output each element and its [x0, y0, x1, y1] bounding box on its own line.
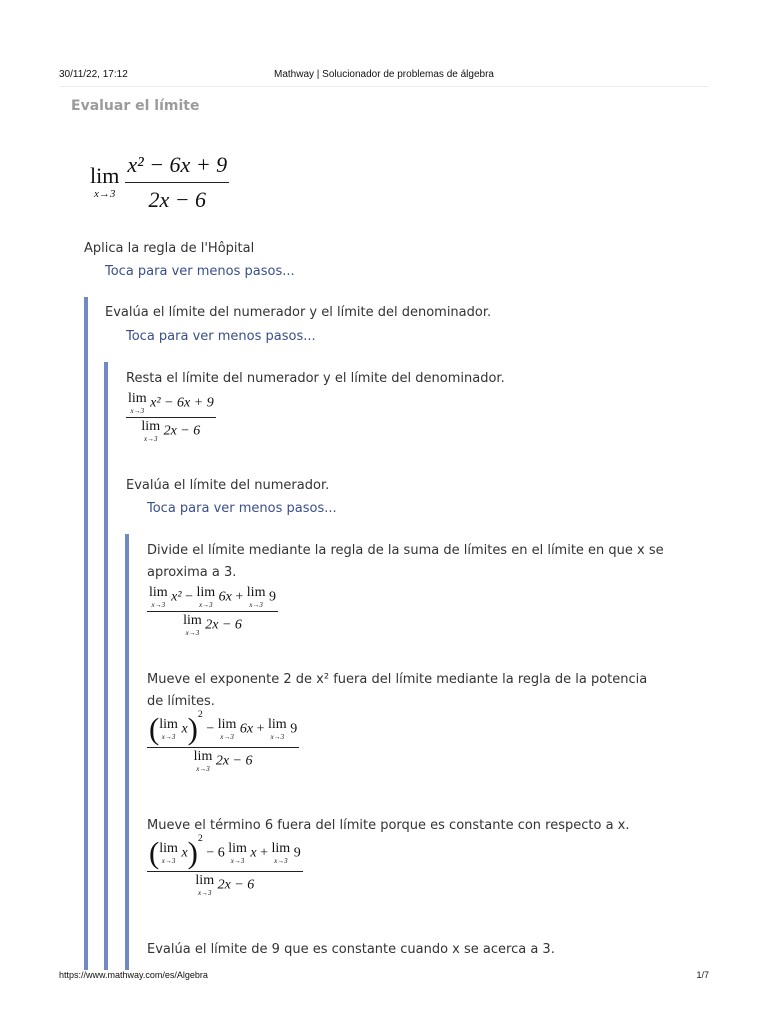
print-header	[0, 69, 768, 81]
lim-subscript: x→3	[93, 188, 116, 200]
toggle-steps-link[interactable]: Toca para ver menos pasos...	[126, 329, 316, 344]
step-group-bar	[125, 534, 129, 970]
math-expression	[147, 832, 303, 897]
problem-denominator: 2x − 6	[148, 187, 207, 212]
step-sum-rule: Divide el límite mediante la regla de la suma de límites en el límite en que x se aproxima a 3.	[147, 543, 664, 580]
step-eval-num-den: Evalúa el límite del numerador y el límite del denominador.	[105, 305, 492, 320]
math-expression	[147, 586, 278, 637]
lim-word: lim	[90, 163, 120, 188]
math-fraction: ( lim x→3 x)$^2$ − 6 lim x→3 x + lim x→3 9 lim x→3 2x − 6	[149, 832, 301, 897]
divider	[59, 86, 709, 87]
step-eval-numerator: Evalúa el límite del numerador.	[126, 478, 330, 493]
math-expression	[147, 708, 299, 773]
step-group-bar	[104, 362, 108, 970]
limit-operator	[90, 165, 119, 200]
step-take-limit: Resta el límite del numerador y el límite del denominador.	[126, 371, 505, 386]
math-fraction: lim x→3 x² − lim x→3 6x + lim x→3 9 lim x→3 2x − 6	[149, 585, 276, 637]
problem-title: Evaluar el límite	[71, 98, 200, 114]
toggle-steps-link[interactable]: Toca para ver menos pasos...	[147, 501, 337, 516]
print-page-title: Mathway | Solucionador de problemas de álgebra	[274, 69, 494, 80]
math-fraction: lim x→3 x² − 6x + 9 lim x→3 2x − 6	[128, 391, 214, 443]
step-hopital: Aplica la regla de l'Hôpital	[84, 241, 255, 256]
print-url: https://www.mathway.com/es/Algebra	[59, 970, 208, 980]
step-power-rule: Mueve el exponente 2 de x² fuera del límite mediante la regla de la potencia de límites.	[147, 672, 648, 709]
step-const-rule: Mueve el término 6 fuera del límite porque es constante con respecto a x.	[147, 818, 630, 833]
problem-expression	[90, 152, 229, 213]
problem-fraction	[125, 152, 229, 213]
math-expression	[126, 392, 216, 443]
page-count: 1/7	[696, 970, 709, 980]
step-const-limit: Evalúa el límite de 9 que es constante cuando x se acerca a 3.	[147, 942, 555, 957]
toggle-steps-link[interactable]: Toca para ver menos pasos...	[105, 264, 295, 279]
step-group-bar	[84, 297, 88, 970]
problem-numerator: x² − 6x + 9	[127, 152, 228, 177]
math-fraction: ( lim x→3 x)$^2$ − lim x→3 6x + lim x→3 9 lim x→3 2x − 6	[149, 708, 298, 773]
print-datetime: 30/11/22, 17:12	[59, 69, 128, 80]
